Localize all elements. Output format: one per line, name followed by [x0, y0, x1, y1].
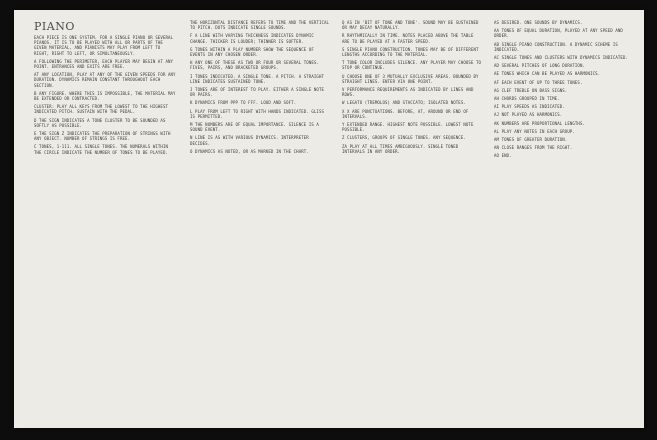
column-1-text [34, 35, 176, 155]
paragraph: AM TONES OF GREATER DURATION. [494, 137, 568, 143]
column-4 [494, 20, 634, 420]
paragraph: K DYNAMICS FROM PPP TO FFF. LOUD AND SOFT. [190, 100, 297, 106]
paragraph: THE HORIZONTAL DISTANCE REFERS TO TIME AND THE VERTICAL TO PITCH. DOTS INDICATE SINGLE SOUNDS. [190, 20, 330, 31]
paragraph: X X ARE PUNCTUATIONS. BEFORE, AT, AROUND OR END OF INTERVALS. [342, 108, 469, 119]
paragraph: AL PLAY ANY NOTES IN EACH GROUP. [494, 128, 575, 134]
paragraph: U CHOOSE ONE OF 3 MUTUALLY EXCLUSIVE AREAS. BOUNDED BY STRAIGHT LINES. ENTER VIA ONE POINT. [342, 73, 479, 84]
paragraph: R RHYTHMICALLY IN TIME. NOTES PLACED ABOVE THE TABLE ARE TO BE PLAYED AT A FASTER SPEED. [342, 33, 474, 44]
column-2 [190, 20, 330, 420]
paragraph: AS DESIRED. ONE SOUNDS BY DYNAMICS. [494, 20, 583, 25]
column-3-text [342, 20, 482, 154]
paragraph: C TONES, 1-111. ALL SINGLE TONES. THE NUMERALS WITHIN THE CIRCLE INDICATE THE NUMBER OF TONES TO BE PLAYED. [34, 144, 168, 155]
paragraph: AK NUMBERS ARE PROPORTIONAL LENGTHS. [494, 120, 586, 126]
paragraph: AI PLAY SPEEDS AS INDICATED. [494, 104, 565, 110]
paragraph: D THE SIGN INDICATES A TONE CLUSTER TO BE SOUNDED AS SOFTLY AS POSSIBLE. [34, 117, 166, 128]
paragraph: T TONE COLOR INCLUDES SILENCE. ANY PLAYER MAY CHOOSE TO STOP OR CONTINUE. [342, 60, 482, 71]
paragraph: CLUSTER: PLAY ALL KEYS FROM THE LOWEST TO THE HIGHEST INDICATED PITCH. SUSTAIN WITH THE PEDAL. [34, 104, 168, 115]
paragraph: AN CLOSE RANGES FROM THE RIGHT. [494, 145, 573, 151]
column-3 [342, 20, 482, 420]
column-1 [34, 20, 176, 420]
paragraph: AF EACH EVENT OF UP TO THREE TONES. [494, 79, 583, 85]
paragraph: S SINGLE PIANO CONSTRUCTION. TONES MAY BE OF DIFFERENT LENGTHS ACCORDING TO THE MATERIAL. [342, 46, 479, 58]
paragraph: AJ NOT PLAYED AS HARMONICS. [494, 112, 563, 118]
paragraph: H ANY ONE OF THESE AS TWO OR FOUR OR SEVERAL TONES. FIVES, PAIRS, AND BRACKETED GROUPS. [190, 60, 319, 71]
paragraph: W LEGATO (TREMOLOS) AND STACCATO; ISOLATED NOTES. [342, 100, 466, 106]
column-4-text [494, 20, 634, 159]
paragraph: AO END. [494, 153, 512, 159]
paragraph: V PERFORMANCE REQUIREMENTS AS INDICATED BY LINES AND ROWS. [342, 87, 474, 98]
document-title: PIANO [34, 20, 75, 33]
paragraph: AE TONES WHICH CAN BE PLAYED AS HARMONICS. [494, 71, 601, 77]
paragraph: ZA PLAY AT ALL TIMES AMBIGUOUSLY. SINGLE TONED INTERVALS IN ANY ORDER. [342, 143, 459, 154]
paragraph: I TONES INDICATED. A SINGLE TONE. A PITCH. A STRAIGHT LINE INDICATES SUSTAINED TONE. [190, 73, 324, 84]
paragraph: N LINE IS AS WITH VARIOUS DYNAMICS. INTERPRETER DECIDES. [190, 135, 309, 146]
paragraph: EACH PIECE IS ONE SYSTEM. FOR A SINGLE PIANO OR SEVERAL PIANOS. IT IS TO BE PLAYED WITH ALL OR PARTS OF THE GIVEN MATERIAL, AND PIANISTS MAY PLAY FROM LEFT TO RIGHT, RIGHT TO LEFT, OR SIMULTANEOUSLY. [34, 35, 174, 56]
paragraph: F A LINE WITH VARYING THICKNESS INDICATES DYNAMIC CHANGE. THICKER IS LOUDER; THINNER IS SOFTER. [190, 33, 314, 44]
paragraph: Y EXTENDED RANGE. HIGHEST NOTE POSSIBLE. LOWEST NOTE POSSIBLE. [342, 122, 474, 133]
paragraph: Q AS IN 'BIT OF TONE AND TONE'. SOUND MAY BE SUSTAINED OR MAY DECAY NATURALLY. [342, 20, 479, 31]
score-sheet [14, 10, 644, 428]
paragraph: AG CLEF TREBLE ON BASS SIGNS. [494, 87, 568, 93]
paragraph: B ANY FIGURE. WHERE THIS IS IMPOSSIBLE, THE MATERIAL MAY BE EXTENDED OR CONTRACTED. [34, 90, 176, 102]
paragraph: L PLAY FROM LEFT TO RIGHT WITH HANDS INDICATED. GLISS IS PERMITTED. [190, 108, 324, 119]
paragraph: M THE NUMBERS ARE OF EQUAL IMPORTANCE. SILENCE IS A SOUND EVENT. [190, 122, 319, 133]
paragraph: G TONES WITHIN A PLAY NUMBER SHOW THE SEQUENCE OF EVENTS IN ANY CHOSEN ORDER. [190, 46, 314, 58]
paragraph: Z CLUSTERS, GROUPS OF SINGLE TONES. ANY SEQUENCE. [342, 135, 466, 141]
paragraph: AH CHORDS GROUPED IN TIME. [494, 96, 560, 102]
paragraph: J TONES ARE OF INTEREST TO PLAY. EITHER A SINGLE NOTE OR PAIRS. [190, 87, 324, 98]
paragraph: AB SINGLE PIANO CONSTRUCTION. A DYNAMIC SCHEME IS INDICATED. [494, 41, 618, 52]
paragraph: AD SEVERAL PITCHES OF LONG DURATION. [494, 63, 586, 69]
paragraph: AT ANY LOCATION, PLAY AT ANY OF THE GIVEN SPEEDS FOR ANY DURATION. DYNAMICS REMAIN CONSTANT THROUGHOUT EACH SECTION. [34, 72, 176, 88]
paragraph: O DYNAMICS AS NOTED, OR AS MARKED IN THE CHART. [190, 148, 309, 154]
paragraph: A FOLLOWING THE PERIMETER, EACH PLAYER MAY BEGIN AT ANY POINT. ENTRANCES AND EXITS ARE FREE. [34, 58, 174, 70]
column-2-text [190, 20, 330, 154]
paragraph: E THE SIGN Z INDICATES THE PREPARATION OF STRINGS WITH ANY OBJECT. NUMBER OF STRINGS IS FREE. [34, 131, 171, 142]
paragraph: AA TONES OF EQUAL DURATION, PLAYED AT ANY SPEED AND ORDER. [494, 28, 623, 39]
paragraph: AC SINGLE TONES AND CLUSTERS WITH DYNAMICS INDICATED. [494, 55, 628, 61]
